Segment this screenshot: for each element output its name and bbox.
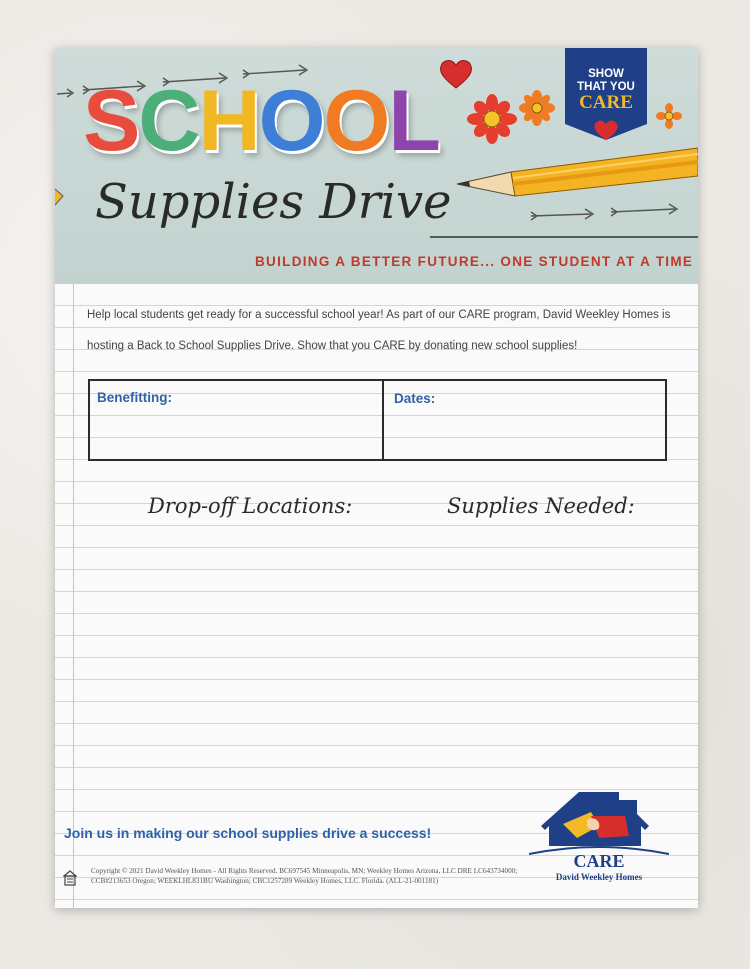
- school-letter-4: O: [323, 73, 389, 169]
- heart-icon: [593, 119, 619, 141]
- flyer-sheet: [55, 48, 698, 908]
- school-letter-3: O: [258, 73, 324, 169]
- margin-line: [73, 284, 74, 908]
- pencil-icon: [455, 144, 698, 204]
- tagline: BUILDING A BETTER FUTURE... ONE STUDENT AT A TIME: [255, 254, 694, 269]
- care-house-icon: [529, 786, 669, 886]
- supplies-heading: Supplies Needed:: [447, 494, 635, 518]
- school-letter-2: H: [198, 73, 259, 169]
- school-title: [83, 73, 439, 169]
- dates-label: Dates:: [394, 391, 436, 406]
- underline-decoration: [430, 234, 698, 240]
- badge-line-2: THAT YOU: [577, 81, 635, 93]
- badge-line-1: SHOW: [588, 68, 624, 80]
- school-letter-5: L: [388, 73, 439, 169]
- flyer-header: [55, 48, 698, 284]
- dropoff-heading: Drop-off Locations:: [148, 494, 353, 518]
- school-letter-1: C: [138, 73, 199, 169]
- flower-icon: [519, 90, 555, 126]
- flower-icon: [656, 103, 682, 129]
- school-letter-0: S: [83, 73, 139, 169]
- intro-paragraph: Help local students get ready for a successful school year! As part of our CARE program, David Weekley Homes is hosting a Back to School Supplies Drive. Show that you CARE by donating new school supplies!: [87, 309, 671, 352]
- info-box-divider: [382, 379, 384, 461]
- join-us-text: Join us in making our school supplies drive a success!: [64, 825, 432, 841]
- badge-care: CARE: [579, 92, 633, 113]
- star-icon: [55, 178, 67, 218]
- benefitting-label: Benefitting:: [97, 390, 172, 405]
- info-box: [88, 379, 667, 461]
- equal-housing-icon: [63, 870, 77, 886]
- care-logo-word: CARE: [573, 851, 625, 871]
- supplies-drive-title: Supplies Drive: [95, 174, 452, 230]
- copyright-text: Copyright © 2021 David Weekley Homes - All Rights Reserved. BC697545 Minneapolis, MN; Weekley Homes Arizona, LLC DRE LC643734000; CCB#213653 Oregon; WEEKLHL831BU Washington; CBC1257289 Weekley Homes, LLC. Florida. (ALL-21-001181): [91, 867, 518, 885]
- heart-icon: [439, 58, 473, 90]
- flower-icon: [467, 94, 517, 144]
- care-logo-company: David Weekley Homes: [555, 872, 643, 882]
